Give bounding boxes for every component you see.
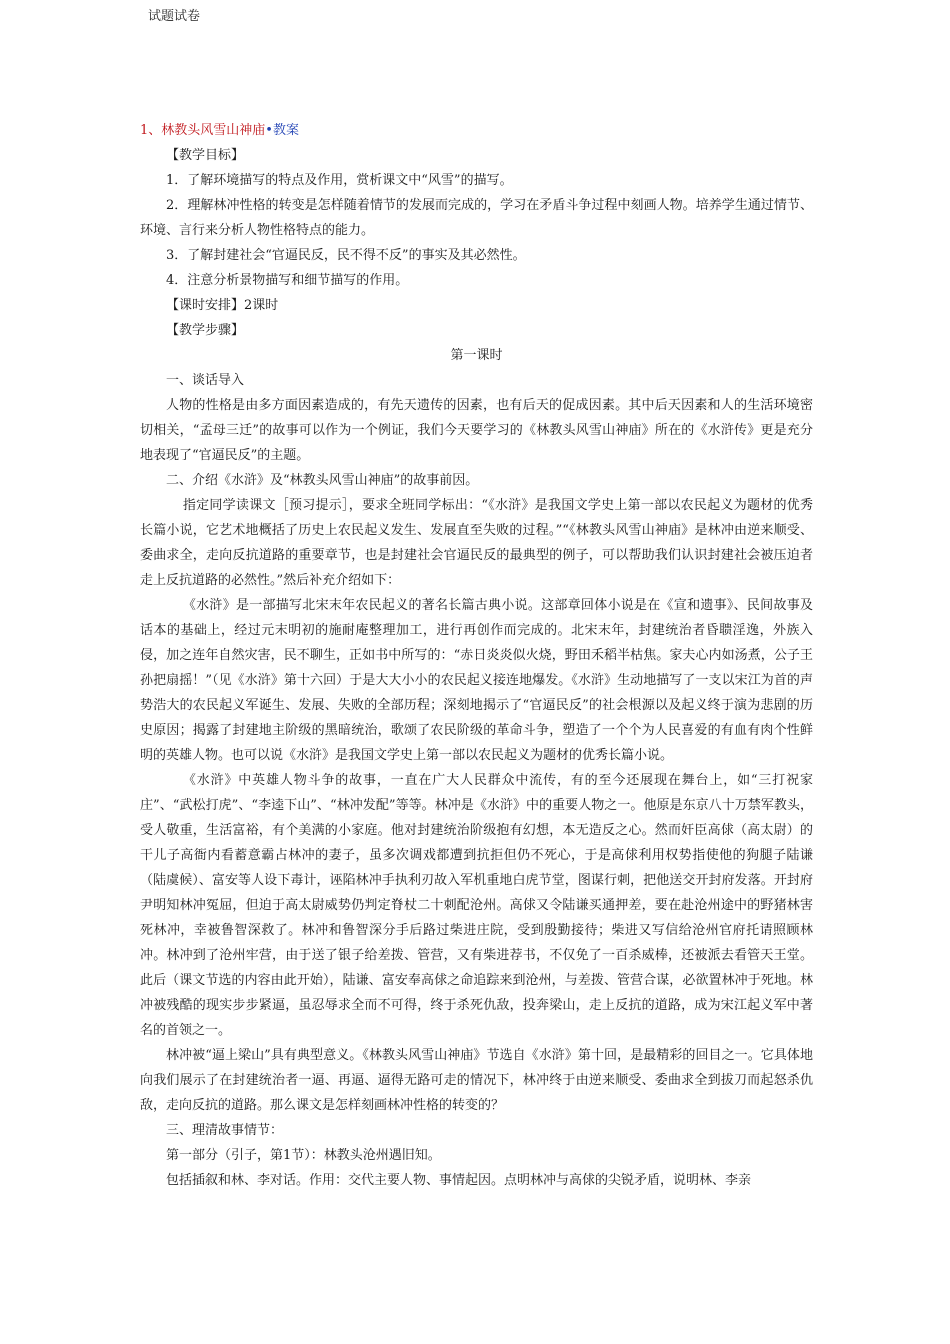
background-paragraph: 《水浒》中英雄人物斗争的故事，一直在广大人民群众中流传，有的至今还展现在舞台上，如“三打祝家庄”、“武松打虎”、“李逵下山”、“林冲发配”等等。林冲是《水浒》中的重要人物之一。他原是东京八十万禁军教头，受人敬重，生活富裕，有个美满的小家庭。他对封建统治阶级抱有幻想，本无造反之心。然而奸臣高俅（高太尉）的干儿子高衙内看蓄意霸占林冲的妻子，虽多次调戏都遭到抗拒但仍不死心，于是高俅利用权势指使他的狗腿子陆谦（陆虞候）、富安等人设下毒计，诬陷林冲手执利刃故入军机重地白虎节堂，图谋行刺，把他送交开封府发落。开封府尹明知林冲冤屈，但迫于高太尉威势仍判定脊杖二十刺配沧州。高俅又令陆谦买通押差，要在赴沧州途中的野猪林害死林冲，幸被鲁智深救了。林冲和鲁智深分手后路过柴进庄院，受到殷勤接待；柴进又写信给沧州官府托请照顾林冲。林冲到了沧州牢营，由于送了银子给差拨、管营，又有柴进荐书，不仅免了一百杀威棒，还被派去看管天王堂。此后（课文节选的内容由此开始），陆谦、富安奉高俅之命追踪来到沧州，与差拨、管营合谋，必欲置林冲于死地。林冲被残酷的现实步步紧逼，虽忍辱求全而不可得，终于杀死仇敌，投奔梁山，走上反抗的道路，成为宋江起义军中著名的首领之一。 [140,773,813,1038]
background-paragraph: 林冲被“逼上梁山”具有典型意义。《林教头风雪山神庙》节选自《水浒》第十回，是最精彩的回目之一。它具体地向我们展示了在封建统治者一逼、再逼、逼得无路可走的情况下，林冲终于由逆来顺受、委曲求全到拔刀而起怒杀仇敌，走向反抗的道路。那么课文是怎样刻画林冲性格的转变的？ [140,1048,813,1113]
plot-part-desc: 包括插叙和林、李对话。作用：交代主要人物、事情起因。点明林冲与高俅的尖锐矛盾，说明林、李亲 [166,1173,752,1188]
document-title [140,118,813,143]
plot-part: 第一部分（引子，第1节）：林教头沧州遇旧知。 [166,1148,441,1163]
intro-heading: 一、谈话导入 [166,373,245,388]
intro-text: 人物的性格是由多方面因素造成的，有先天遗传的因素，也有后天的促成因素。其中后天因素和人的生活环境密切相关，“孟母三迁”的故事可以作为一个例证，我们今天要学习的《林教头风雪山神庙》所在的《水浒传》更是充分地表现了“官逼民反”的主题。 [140,398,813,463]
background-heading: 二、介绍《水浒》及“林教头风雪山神庙”的故事前因。 [166,473,479,488]
goals-heading: 【教学目标】 [166,148,245,163]
title-sub: •教案 [265,123,299,138]
background-paragraph: 《水浒》是一部描写北宋末年农民起义的著名长篇古典小说。这部章回体小说是在《宣和遗事》、民间故事及话本的基础上，经过元末明初的施耐庵整理加工，进行再创作而完成的。北宋末年，封建统治者昏聩淫逸，外族入侵，加之连年自然灾害，民不聊生，正如书中所写的：“赤日炎炎似火烧，野田禾稻半枯焦。家夫心内如汤煮，公子王孙把扇摇！”（见《水浒》第十六回）于是大大小小的农民起义接连地爆发。《水浒》生动地描写了一支以宋江为首的声势浩大的农民起义军诞生、发展、失败的全部历程；深刻地揭示了“官逼民反”的社会根源以及起义终于演为悲剧的历史原因；揭露了封建地主阶级的黑暗统治，歌颂了农民阶级的革命斗争，塑造了一个个为人民喜爱的有血有肉个性鲜明的英雄人物。也可以说《水浒》是我国文学史上第一部以农民起义为题材的优秀长篇小说。 [140,598,813,763]
title-main: 1、林教头风雪山神庙 [140,123,266,138]
document-body [140,118,813,1193]
schedule: 【课时安排】2课时 [166,298,279,313]
plot-heading: 三、理清故事情节： [166,1123,284,1138]
goal-item: 3．了解封建社会“官逼民反，民不得不反”的事实及其必然性。 [166,248,526,263]
header-mark: 试题试卷 [148,9,201,24]
goal-item: 1．了解环境描写的特点及作用，赏析课文中“风雪”的描写。 [166,173,513,188]
lesson-title: 第一课时 [450,348,503,363]
goal-item: 2．理解林冲性格的转变是怎样随着情节的发展而完成的，学习在矛盾斗争过程中刻画人物。培养学生通过情节、环境、言行来分析人物性格特点的能力。 [140,198,813,238]
background-paragraph: 指定同学读课文［预习提示］，要求全班同学标出：“《水浒》是我国文学史上第一部以农民起义为题材的优秀长篇小说，它艺术地概括了历史上农民起义发生、发展直至失败的过程。”“《林教头风雪山神庙》是林冲由逆来顺受、委曲求全，走向反抗道路的重要章节，也是封建社会官逼民反的最典型的例子，可以帮助我们认识封建社会被压迫者走上反抗道路的必然性。”然后补充介绍如下： [140,498,813,588]
goal-item: 4．注意分析景物描写和细节描写的作用。 [166,273,409,288]
steps-heading: 【教学步骤】 [166,323,245,338]
